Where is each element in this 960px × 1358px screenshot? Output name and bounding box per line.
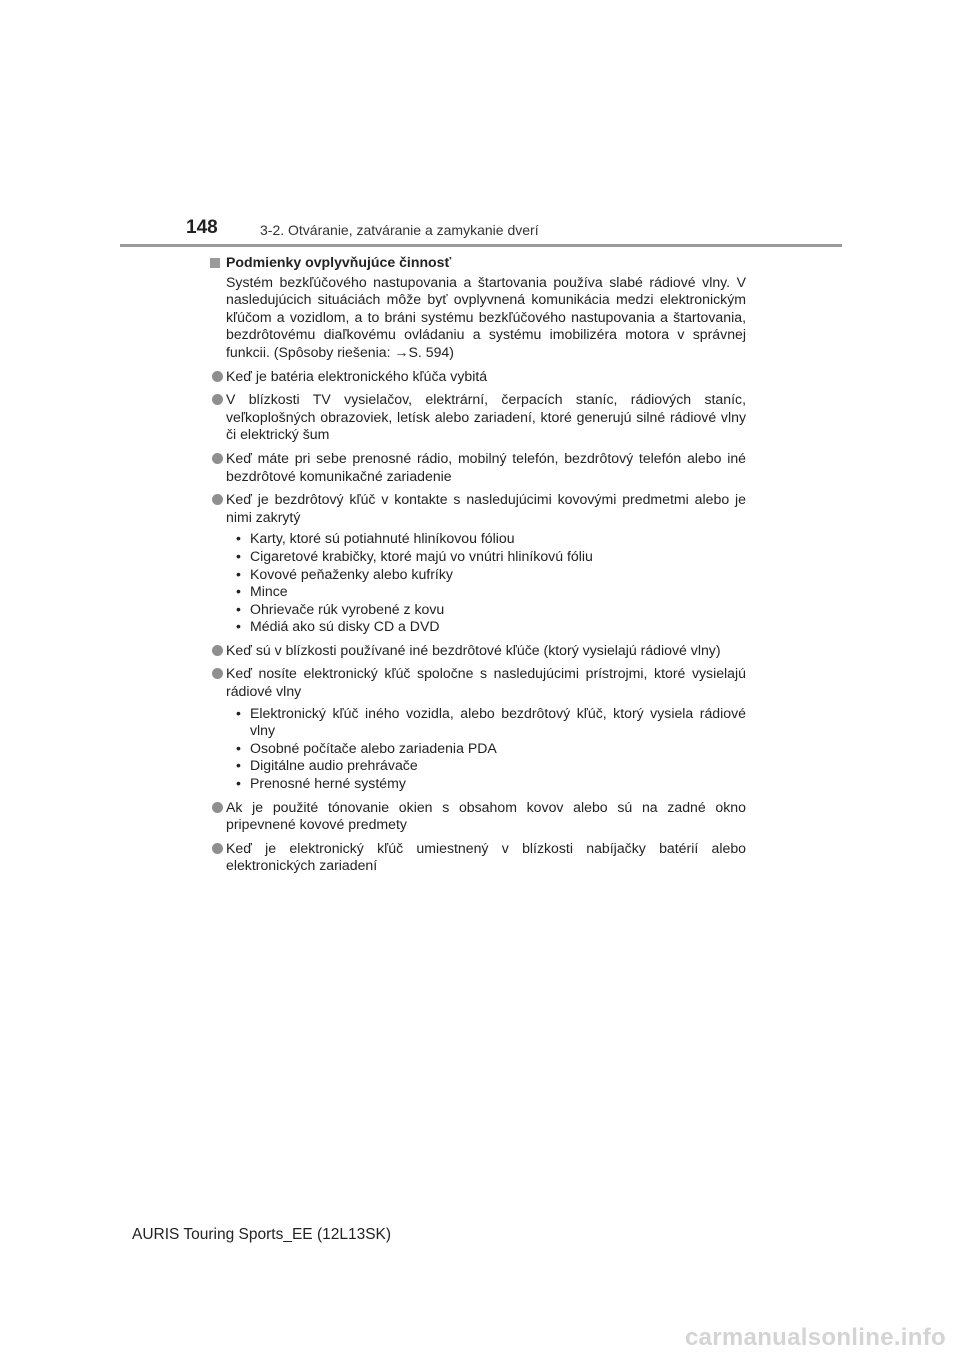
bullet-icon: •: [236, 547, 241, 564]
bullet-icon: •: [236, 618, 241, 635]
bullet-icon: •: [236, 565, 241, 582]
condition-list: [210, 368, 746, 875]
page-footer: AURIS Touring Sports_EE (12L13SK): [132, 1226, 392, 1243]
bullet-icon: •: [236, 739, 241, 756]
sub-list-item-text: Ohrievače rúk vyrobené z kovu: [250, 600, 445, 617]
circle-bullet-icon: [212, 802, 223, 813]
header-divider: [120, 244, 842, 247]
watermark: carmanualsonline.info: [684, 1324, 946, 1351]
circle-bullet-icon: [212, 843, 223, 854]
section-title: Podmienky ovplyvňujúce činnosť: [226, 254, 452, 270]
bullet-icon: •: [236, 600, 241, 617]
sub-list-item: [226, 775, 746, 793]
page-content: [210, 254, 746, 881]
sub-list-item: [226, 583, 746, 601]
list-item-text: V blízkosti TV vysielačov, elektrární, čerpacích staníc, rádiových staníc, veľkoplošných obrazoviek, letísk alebo zariadení, ktoré generujú silné rádiové vlny či elektrický šum: [226, 391, 746, 443]
sub-list-item-text: Cigaretové krabičky, ktoré majú vo vnútri hliníkovú fóliu: [250, 547, 593, 564]
circle-bullet-icon: [212, 371, 223, 382]
sub-list-item-text: Karty, ktoré sú potiahnuté hliníkovou fóliou: [250, 530, 515, 547]
bullet-icon: •: [236, 757, 241, 774]
sub-list-item-text: Kovové peňaženky alebo kufríky: [250, 565, 453, 582]
bullet-icon: •: [236, 530, 241, 547]
circle-bullet-icon: [212, 494, 223, 505]
list-item-text: Keď je elektronický kľúč umiestnený v blízkosti nabíjačky batérií alebo elektronických zariadení: [226, 839, 746, 874]
sub-list-item: [226, 548, 746, 566]
page-header: [0, 0, 960, 250]
sub-list-item-text: Digitálne audio prehrávače: [250, 757, 418, 774]
sub-list-item-text: Mince: [250, 583, 288, 600]
sub-list-item-text: Médiá ako sú disky CD a DVD: [250, 618, 440, 635]
circle-bullet-icon: [212, 668, 223, 679]
page-number: 148: [186, 217, 218, 238]
sub-list-item: [226, 530, 746, 548]
list-item-text: Keď máte pri sebe prenosné rádio, mobilný telefón, bezdrôtový telefón alebo iné bezdrôtové komunikačné zariadenie: [226, 449, 746, 484]
list-item: [210, 840, 746, 875]
sub-list-item: [226, 566, 746, 584]
list-item: [210, 665, 746, 792]
sub-list-item-text: Prenosné herné systémy: [250, 775, 406, 792]
sub-list-item: [226, 705, 746, 740]
list-item: [210, 391, 746, 444]
list-item-text: Keď je batéria elektronického kľúča vybitá: [226, 367, 488, 384]
list-item: [210, 799, 746, 834]
bullet-icon: •: [236, 583, 241, 600]
section-intro: Systém bezkľúčového nastupovania a štartovania používa slabé rádiové vlny. V nasledujúcich situáciách môže byť ovplyvnená komunikácia medzi elektronickým kľúčom a vozidlom, a to bráni systému bezkľúčového nastupovania a štartovania, bezdrôtovému diaľkovému ovládaniu a systému imobilizéra motora v správnej funkcii. (Spôsoby riešenia: →S. 594): [226, 273, 746, 360]
circle-bullet-icon: [212, 645, 223, 656]
bullet-icon: •: [236, 704, 241, 721]
sub-list-item-text: Osobné počítače alebo zariadenia PDA: [250, 739, 497, 756]
sub-list-item: [226, 618, 746, 636]
sub-list-item: [226, 757, 746, 775]
sub-list-item: [226, 601, 746, 619]
section-heading: [210, 254, 746, 272]
sub-list: [226, 705, 746, 793]
list-item-text: Ak je použité tónovanie okien s obsahom kovov alebo sú na zadné okno pripevnené kovové predmety: [226, 798, 746, 833]
list-item-text: Keď je bezdrôtový kľúč v kontakte s nasledujúcimi kovovými predmetmi alebo je nimi zakrytý: [226, 491, 746, 525]
list-item: [210, 642, 746, 660]
sub-list-item: [226, 740, 746, 758]
list-item-text: Keď sú v blízkosti používané iné bezdrôtové kľúče (ktorý vysielajú rádiové vlny): [226, 641, 721, 658]
list-item: [210, 368, 746, 386]
sub-list-item-text: Elektronický kľúč iného vozidla, alebo bezdrôtový kľúč, ktorý vysiela rádiové vlny: [250, 704, 746, 739]
list-item-text: Keď nosíte elektronický kľúč spoločne s nasledujúcimi prístrojmi, ktoré vysielajú rádiové vlny: [226, 665, 746, 700]
circle-bullet-icon: [212, 394, 223, 405]
sub-list: [226, 530, 746, 636]
chapter-title: 3-2. Otváranie, zatváranie a zamykanie dverí: [260, 222, 539, 238]
bullet-icon: •: [236, 775, 241, 792]
square-bullet-icon: [210, 258, 220, 268]
circle-bullet-icon: [212, 453, 223, 464]
list-item: [210, 491, 746, 636]
list-item: [210, 450, 746, 485]
